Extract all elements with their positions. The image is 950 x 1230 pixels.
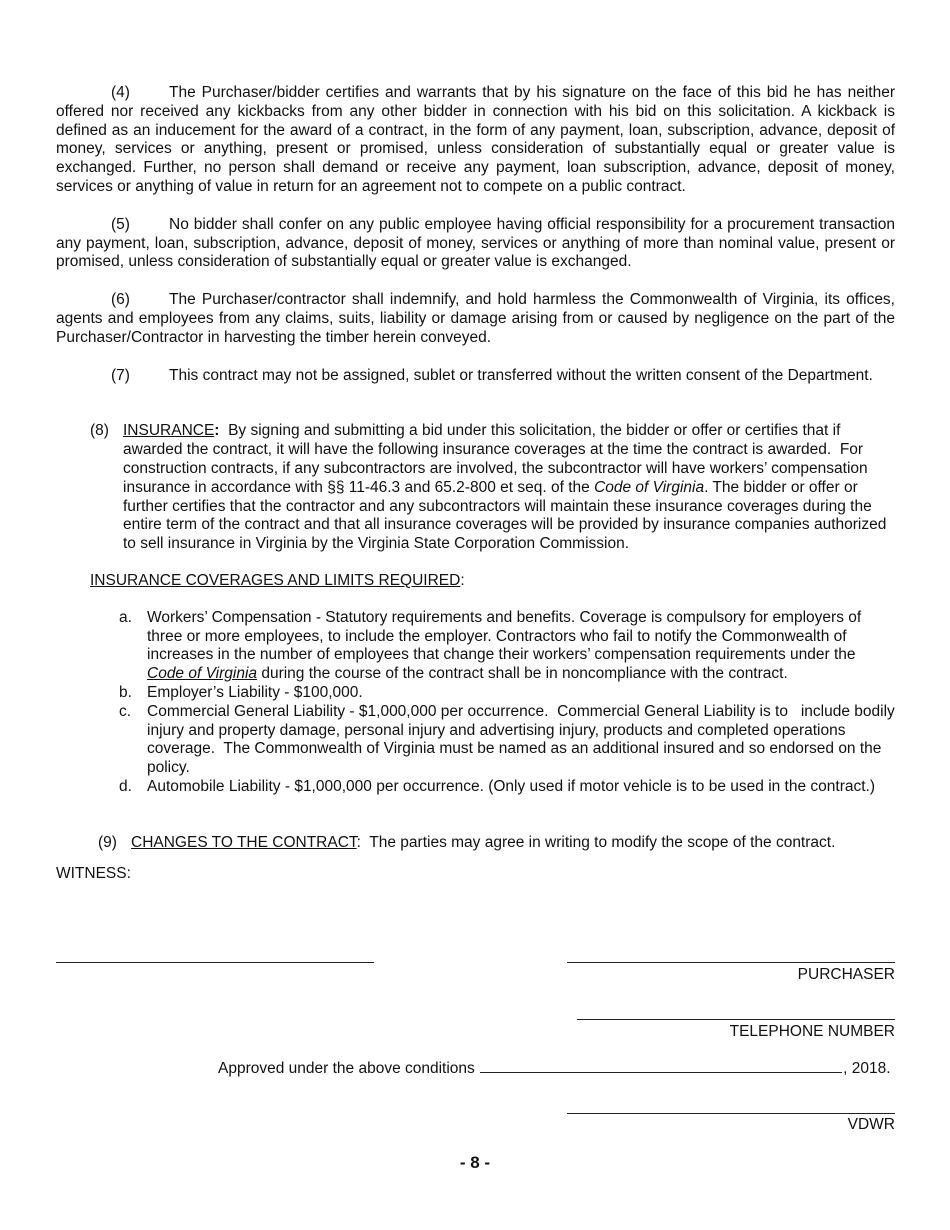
list-item (56, 609, 895, 684)
insurance-heading: INSURANCE (123, 422, 215, 440)
witness-label: WITNESS: (56, 864, 131, 882)
list-item-text: Commercial General Liability - $1,000,000 per occurrence. Commercial General Liability is to include bodily injury and property damage, personal injury and advertising injury, products and completed operations coverage. The Commonwealth of Virginia must be named as an additional insured and so endorsed on the policy. (147, 702, 900, 777)
paragraph-number: (7) (111, 366, 130, 384)
paragraph-text: : The parties may agree in writing to modify the scope of the contract. (356, 833, 836, 851)
list-item-text: Workers’ Compensation - Statutory requirements and benefits. Coverage is compulsory for employers of three or more employees, to include the employer. Contractors who fail to notify the Commonwealth of increases in the number of employees that change their workers’ compensation requirements under the (147, 608, 862, 664)
coverages-heading-line (56, 572, 895, 591)
list-item (56, 684, 895, 703)
paragraph-6 (56, 291, 895, 347)
paragraph-number: (5) (111, 215, 130, 233)
vdwr-signature-line[interactable] (567, 1113, 895, 1114)
paragraph-text: The Purchaser/bidder certifies and warrants that by his signature on the face of this bid he has neither offered nor received any kickbacks from any other bidder in connection with his bid on this solicitation. A kickback is defined as an inducement for the award of a contract, in the form of any payment, loan, subscription, advance, deposit of money, services or anything, present or promised, unless consideration of substantially equal or greater value is exchanged. Further, no person shall demand or receive any payment, loan subscription, advance, deposit of money, services or anything of value in return for an agreement not to compete on a public contract. (56, 84, 895, 195)
insurance-text-continued: . The bidder or offer or further certifies that the contractor and any subcontractors will maintain these insurance coverages during the entire term of the contract and that all insurance coverages will be provided by insurance companies authorized to sell insurance in Virginia by the Virginia State Corporation Commission. (123, 478, 887, 553)
telephone-number-label: TELEPHONE NUMBER (729, 1023, 895, 1040)
vdwr-label: VDWR (847, 1116, 895, 1133)
purchaser-label: PURCHASER (797, 966, 895, 983)
witness-signature-line[interactable] (56, 962, 374, 963)
list-item (56, 702, 900, 778)
coverages-heading-colon: : (460, 571, 465, 589)
approval-year: , 2018. (843, 1060, 891, 1077)
paragraph-text: No bidder shall confer on any public employee having official responsibility for a procurement transaction any payment, loan, subscription, advance, deposit of money, services or anything of more than nominal value, present or promised, unless consideration of substantially equal or greater value is exchanged. (56, 215, 895, 271)
insurance-heading-colon: : (214, 422, 220, 440)
document-body (56, 84, 900, 883)
list-item-text: Employer’s Liability - $100,000. (147, 683, 363, 701)
changes-heading: CHANGES TO THE CONTRACT (131, 833, 357, 851)
telephone-number-line[interactable] (577, 1019, 895, 1020)
approval-date-field[interactable] (480, 1059, 842, 1073)
page-number: - 8 - (459, 1153, 491, 1172)
insurance-section (56, 422, 895, 554)
paragraph-text: This contract may not be assigned, sublet or transferred without the written consent of the Department. (169, 366, 873, 384)
code-of-virginia-ref: Code of Virginia (147, 665, 258, 683)
paragraph-number: (8) (90, 422, 109, 440)
code-of-virginia-ref: Code of Virginia (594, 478, 705, 496)
purchaser-signature-line[interactable] (567, 962, 895, 963)
list-marker: c. (119, 702, 132, 720)
list-item-text-continued: during the course of the contract shall be in noncompliance with the contract. (257, 665, 788, 683)
paragraph-4 (56, 84, 895, 197)
paragraph-number: (4) (111, 84, 130, 101)
list-item (56, 778, 895, 797)
list-marker: b. (119, 683, 132, 701)
coverages-list (56, 608, 900, 797)
paragraph-7 (56, 367, 895, 386)
approval-line (218, 1059, 891, 1078)
paragraph-number: (9) (98, 833, 117, 851)
insurance-text: By signing and submitting a bid under this solicitation, the bidder or offer or certifies that if awarded the contract, it will have the following insurance coverages at the time the contract is awarded. For construction contracts, if any subcontractors are involved, the subcontractor will have workers’ compensation insurance in accordance with §§ 11-46.3 and 65.2-800 et seq. of the (123, 422, 872, 496)
paragraph-number: (6) (111, 291, 130, 309)
paragraph-text: The Purchaser/contractor shall indemnify, and hold harmless the Commonwealth of Virginia, its offices, agents and employees from any claims, suits, liability or damage arising from or caused by negligence on the part of the Purchaser/Contractor in harvesting the timber herein conveyed. (56, 291, 895, 346)
paragraph-5 (56, 216, 895, 272)
coverages-heading: INSURANCE COVERAGES AND LIMITS REQUIRED (90, 571, 461, 589)
approval-text: Approved under the above conditions (218, 1060, 475, 1077)
list-item-text: Automobile Liability - $1,000,000 per occurrence. (Only used if motor vehicle is to be used in the contract.) (147, 777, 876, 795)
paragraph-9 (56, 834, 895, 853)
list-marker: d. (119, 777, 132, 795)
list-marker: a. (119, 608, 132, 626)
